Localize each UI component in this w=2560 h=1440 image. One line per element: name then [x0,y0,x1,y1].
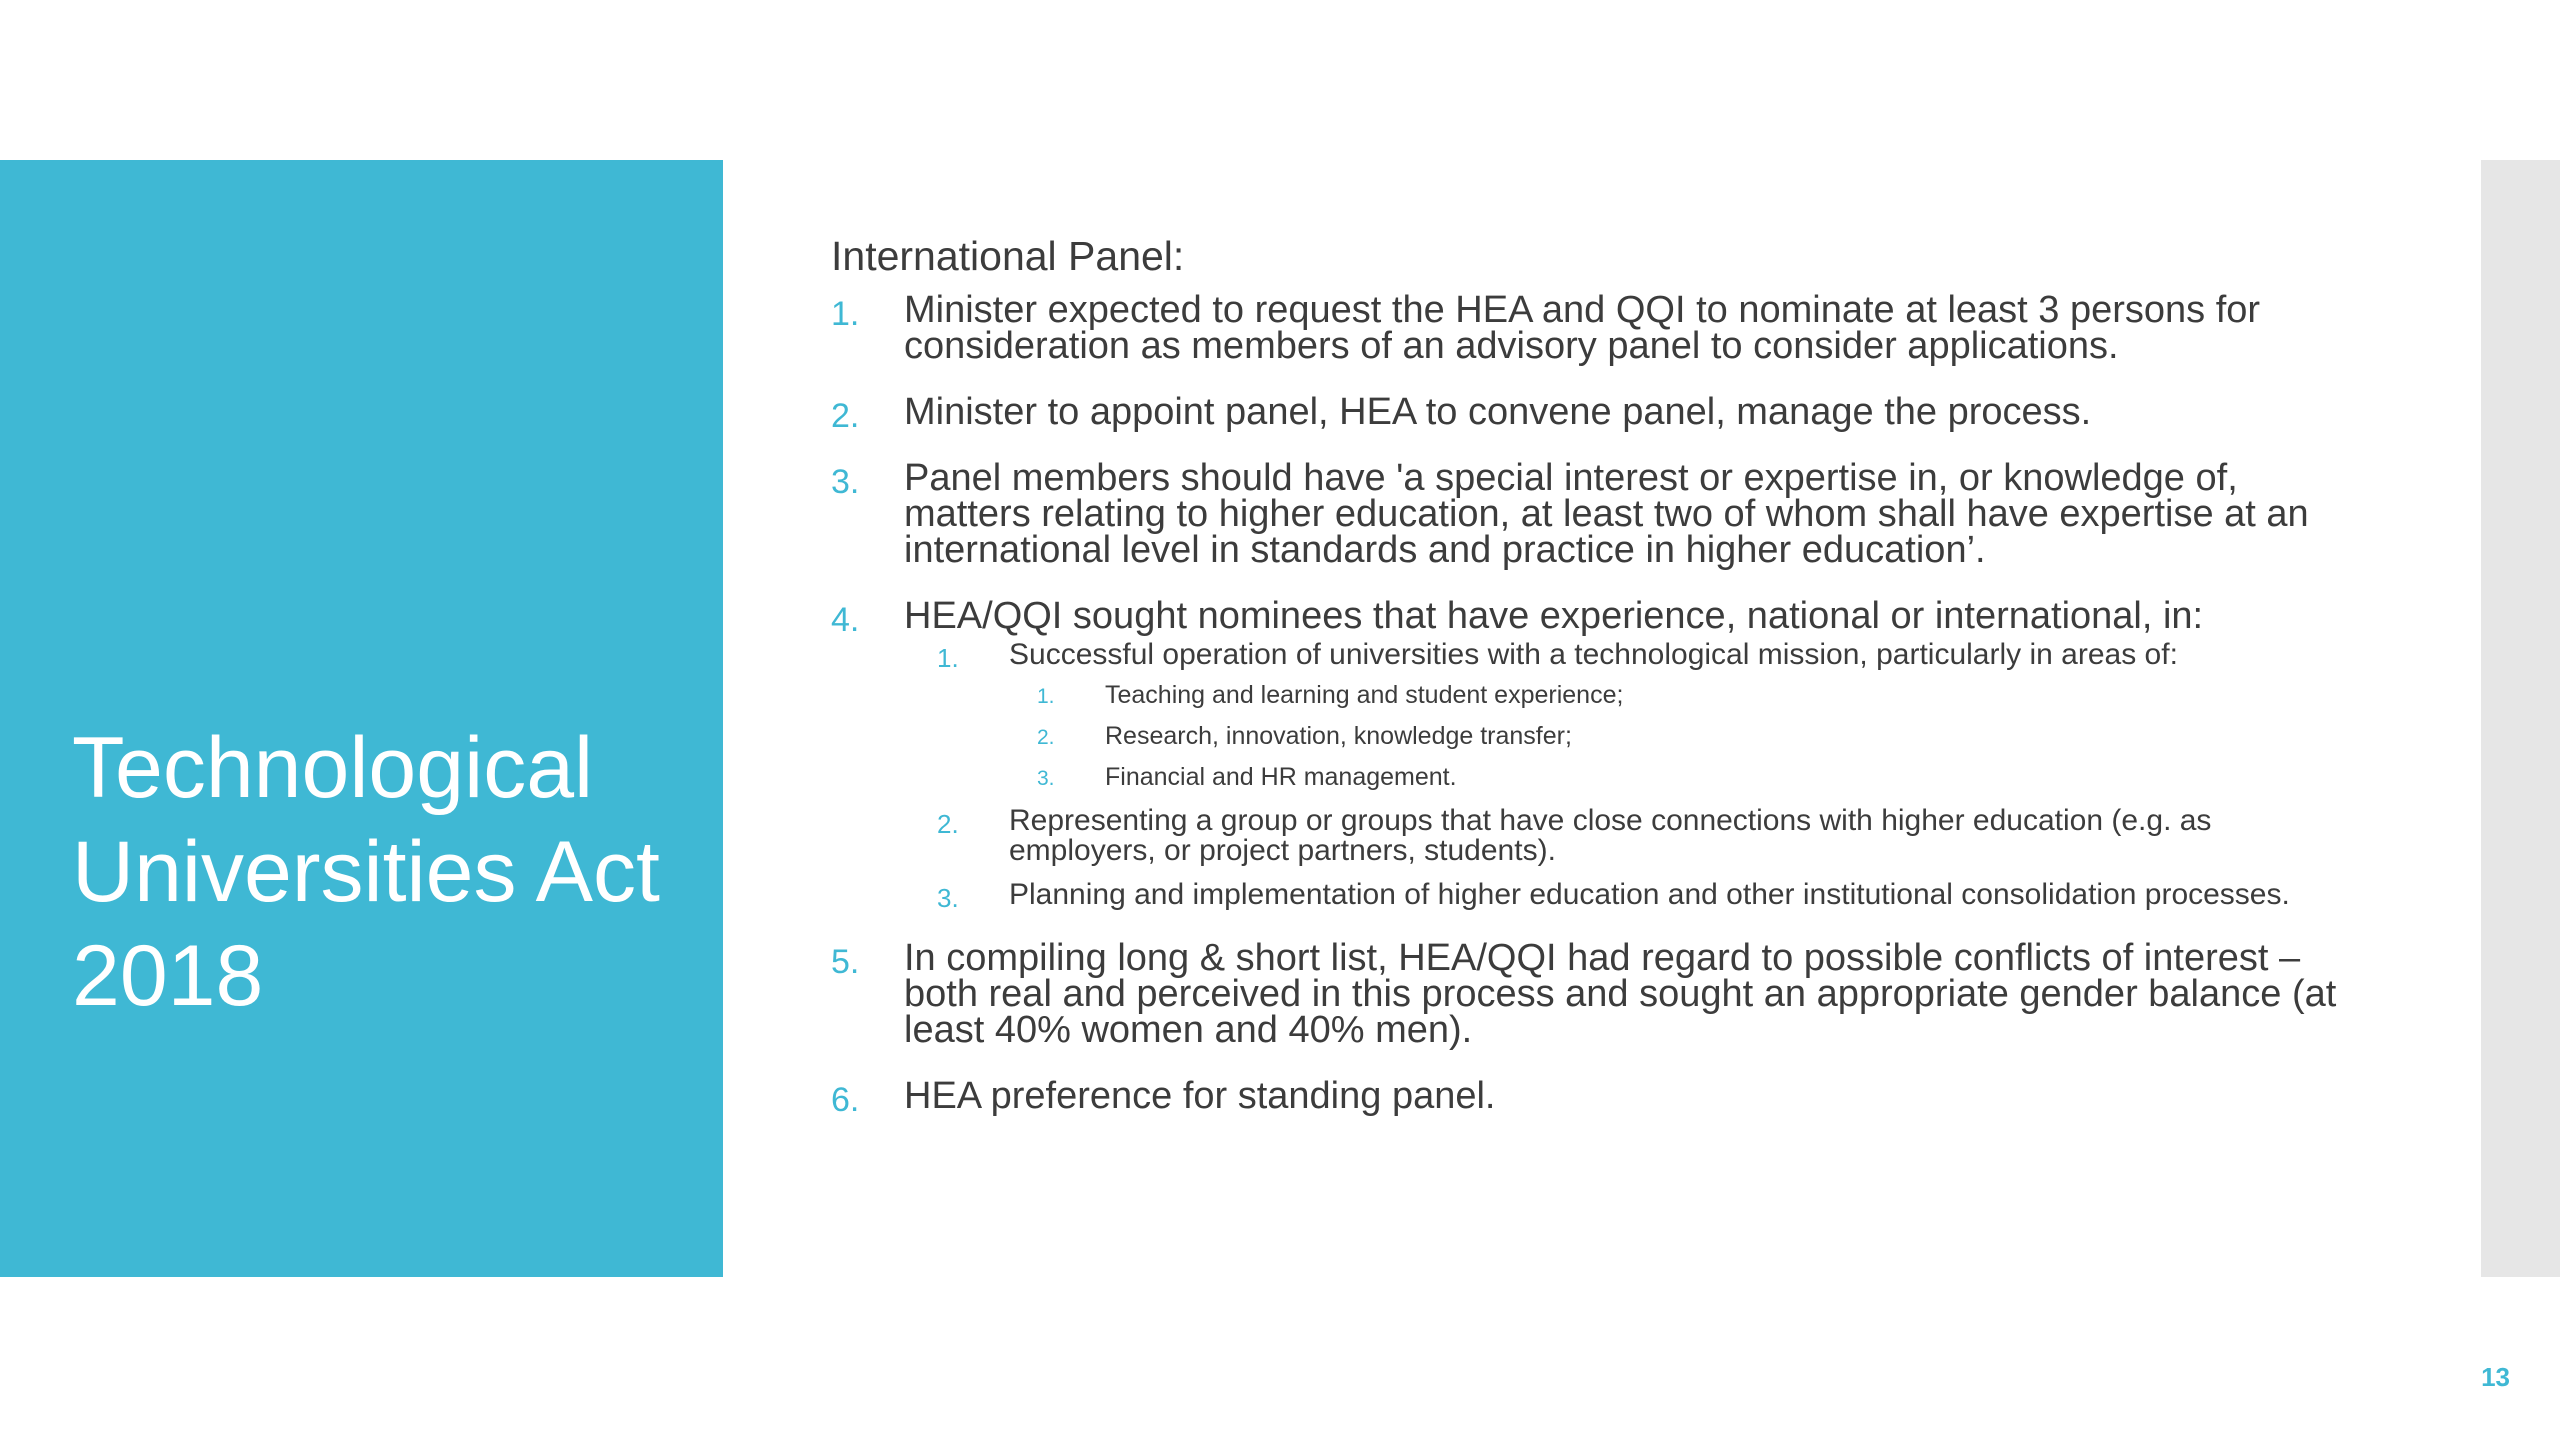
sub-list-item [904,640,2351,792]
list-item [831,289,2351,367]
list-item [831,1075,2351,1119]
main-list [831,289,2351,1119]
list-item-text: Minister to appoint panel, HEA to convene panel, manage the process. [904,391,2092,433]
sub-sub-list-number: 3. [1037,767,1055,790]
list-number: 1. [831,295,860,333]
sub-list-item-text: Planning and implementation of higher education and other institutional consolidation processes. [1009,878,2290,911]
sub-list-number: 3. [937,883,959,913]
sub-sub-list [1009,680,2351,792]
sub-list [904,638,2351,913]
sub-sub-list-number: 1. [1037,685,1055,708]
list-item-text: In compiling long & short list, HEA/QQI had regard to possible conflicts of interest – both real and perceived in this process and sought an appropriate gender balance (at least 40% women and 40% men). [904,937,2337,1051]
list-number: 6. [831,1081,860,1119]
title-panel [0,160,723,1277]
list-item [831,937,2351,1051]
slide-title: Technological Universities Act 2018 [72,720,660,1024]
list-item [831,391,2351,435]
list-item [831,595,2351,913]
list-number: 2. [831,397,860,435]
sub-sub-list-item [1009,721,2351,751]
sub-sub-list-number: 2. [1037,726,1055,749]
sub-sub-list-item-text: Financial and HR management. [1105,763,1457,791]
sub-list-number: 2. [937,809,959,839]
page-number: 13 [2481,1362,2510,1392]
sub-list-number: 1. [937,643,959,673]
section-heading: International Panel: [831,233,1185,279]
decorative-side-strip [2481,160,2560,1277]
sub-list-item-text: Representing a group or groups that have close connections with higher education (e.g. as employers, or project partners, students). [1009,804,2212,867]
list-item-text: Panel members should have 'a special interest or expertise in, or knowledge of, matters relating to higher education, at least two of whom shall have expertise at an international level in standards and practice in higher education’. [904,457,2309,571]
sub-list-item [904,806,2351,866]
list-item-text: Minister expected to request the HEA and QQI to nominate at least 3 persons for consideration as members of an advisory panel to consider applications. [904,289,2261,367]
list-number: 5. [831,943,860,981]
sub-sub-list-item-text: Research, innovation, knowledge transfer; [1105,722,1572,750]
list-item-text: HEA/QQI sought nominees that have experience, national or international, in: [904,595,2204,637]
list-number: 4. [831,601,860,639]
list-item [831,457,2351,571]
sub-sub-list-item [1009,680,2351,710]
list-number: 3. [831,463,860,501]
sub-list-item [904,878,2351,913]
sub-sub-list-item-text: Teaching and learning and student experience; [1105,681,1624,709]
list-item-text: HEA preference for standing panel. [904,1075,1496,1117]
sub-sub-list-item [1009,762,2351,792]
content-area [831,232,2351,1144]
sub-list-item-text: Successful operation of universities with a technological mission, particularly in areas of: [1009,638,2178,671]
